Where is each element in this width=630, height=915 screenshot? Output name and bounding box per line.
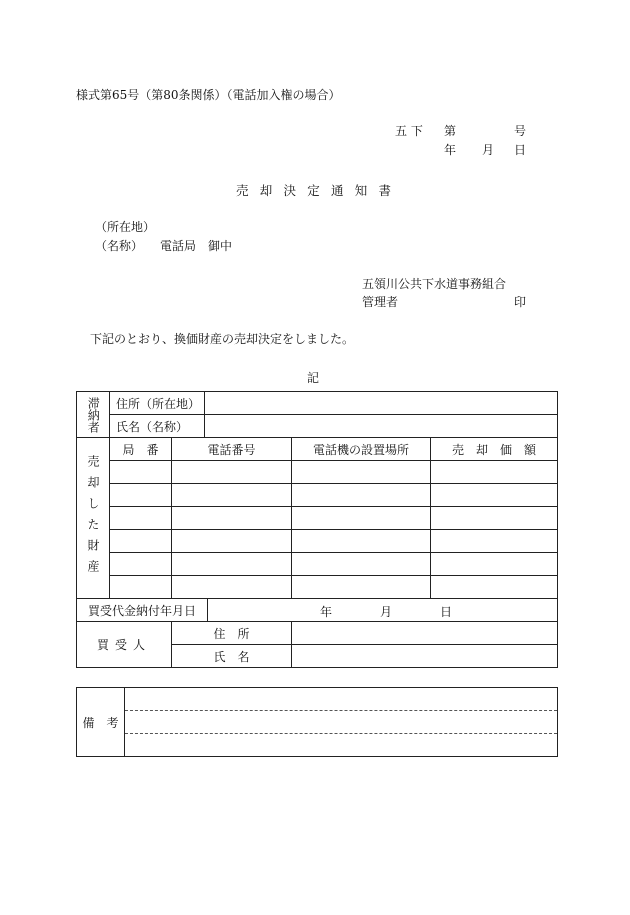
buyer-name-field[interactable] (292, 645, 558, 668)
property-price-cell[interactable] (431, 553, 558, 576)
delinquent-label: 滞納者 (86, 396, 101, 433)
property-price-cell[interactable] (431, 461, 558, 484)
property-location-cell[interactable] (292, 461, 431, 484)
delinquent-address-row (77, 392, 558, 415)
delinquent-address-field[interactable] (205, 392, 558, 415)
payment-date-row (77, 599, 558, 622)
remarks-field[interactable] (125, 688, 558, 757)
ki-heading: 記 (307, 371, 320, 385)
sender-role: 管理者 (362, 295, 399, 309)
sold-property-label: 売却した財産 (86, 455, 100, 581)
property-location-cell[interactable] (292, 576, 431, 599)
buyer-address-row (77, 622, 558, 645)
delinquent-name-label: 氏名（名称） (116, 419, 189, 434)
remarks-label-cell (77, 688, 125, 757)
property-price-cell[interactable] (431, 484, 558, 507)
addressee-name-value: 電話局 御中 (160, 239, 233, 253)
form-number: 様式第65号（第80条関係）（電話加入権の場合） (76, 88, 341, 102)
property-location-cell[interactable] (292, 507, 431, 530)
column-header-station: 局 番 (110, 438, 172, 461)
property-header-row (77, 438, 558, 461)
buyer-address-field[interactable] (292, 622, 558, 645)
property-price-cell[interactable] (431, 507, 558, 530)
document-number-dai: 第 (444, 124, 457, 138)
payment-date-year: 年 (320, 605, 333, 619)
property-location-cell[interactable] (292, 484, 431, 507)
remarks-table (76, 687, 558, 757)
payment-date-label: 買受代金納付年月日 (88, 603, 197, 618)
delinquent-label-cell (77, 392, 110, 438)
delinquent-address-label-cell (110, 392, 205, 415)
property-row (77, 576, 558, 599)
addressee-name-label: （名称） (95, 239, 144, 253)
document-number-go: 号 (514, 124, 527, 138)
buyer-label-cell (77, 622, 172, 668)
delinquent-address-label: 住所（所在地） (116, 396, 201, 411)
property-row (77, 553, 558, 576)
buyer-label: 買受人 (96, 638, 151, 652)
buyer-address-label-cell (172, 622, 292, 645)
property-station-cell[interactable] (110, 507, 172, 530)
property-phone-cell[interactable] (172, 530, 292, 553)
buyer-name-label: 氏 名 (213, 649, 250, 664)
property-row (77, 461, 558, 484)
seal-mark: 印 (514, 295, 527, 309)
document-number-prefix: 五 下 (395, 124, 423, 138)
property-phone-cell[interactable] (172, 553, 292, 576)
sender-organization: 五領川公共下水道事務組合 (362, 277, 507, 291)
payment-date-label-cell (77, 599, 208, 622)
property-phone-cell[interactable] (172, 507, 292, 530)
column-header-sale-price: 売 却 価 額 (431, 438, 558, 461)
property-phone-cell[interactable] (172, 484, 292, 507)
date-month: 月 (482, 143, 495, 157)
date-day: 日 (514, 143, 527, 157)
page-title: 売却決定通知書 (236, 183, 403, 198)
delinquent-name-field[interactable] (205, 415, 558, 438)
addressee-location-label: （所在地） (95, 220, 156, 234)
sale-decision-table (76, 391, 558, 668)
payment-date-month: 月 (380, 605, 393, 619)
property-phone-cell[interactable] (172, 461, 292, 484)
payment-date-field[interactable] (208, 599, 558, 622)
payment-date-day: 日 (440, 605, 453, 619)
property-station-cell[interactable] (110, 576, 172, 599)
property-station-cell[interactable] (110, 530, 172, 553)
delinquent-name-label-cell (110, 415, 205, 438)
remarks-label: 備 考 (82, 715, 119, 730)
property-location-cell[interactable] (292, 553, 431, 576)
sold-property-label-cell (77, 438, 110, 599)
buyer-address-label: 住 所 (213, 626, 250, 641)
property-price-cell[interactable] (431, 530, 558, 553)
buyer-name-label-cell (172, 645, 292, 668)
property-price-cell[interactable] (431, 576, 558, 599)
property-row (77, 484, 558, 507)
column-header-install-location: 電話機の設置場所 (292, 438, 431, 461)
column-header-phone-number: 電話番号 (172, 438, 292, 461)
property-station-cell[interactable] (110, 461, 172, 484)
delinquent-name-row (77, 415, 558, 438)
date-year: 年 (444, 143, 457, 157)
property-station-cell[interactable] (110, 553, 172, 576)
property-row (77, 530, 558, 553)
property-row (77, 507, 558, 530)
body-text: 下記のとおり、換価財産の売却決定をしました。 (90, 332, 355, 346)
property-phone-cell[interactable] (172, 576, 292, 599)
property-station-cell[interactable] (110, 484, 172, 507)
property-location-cell[interactable] (292, 530, 431, 553)
